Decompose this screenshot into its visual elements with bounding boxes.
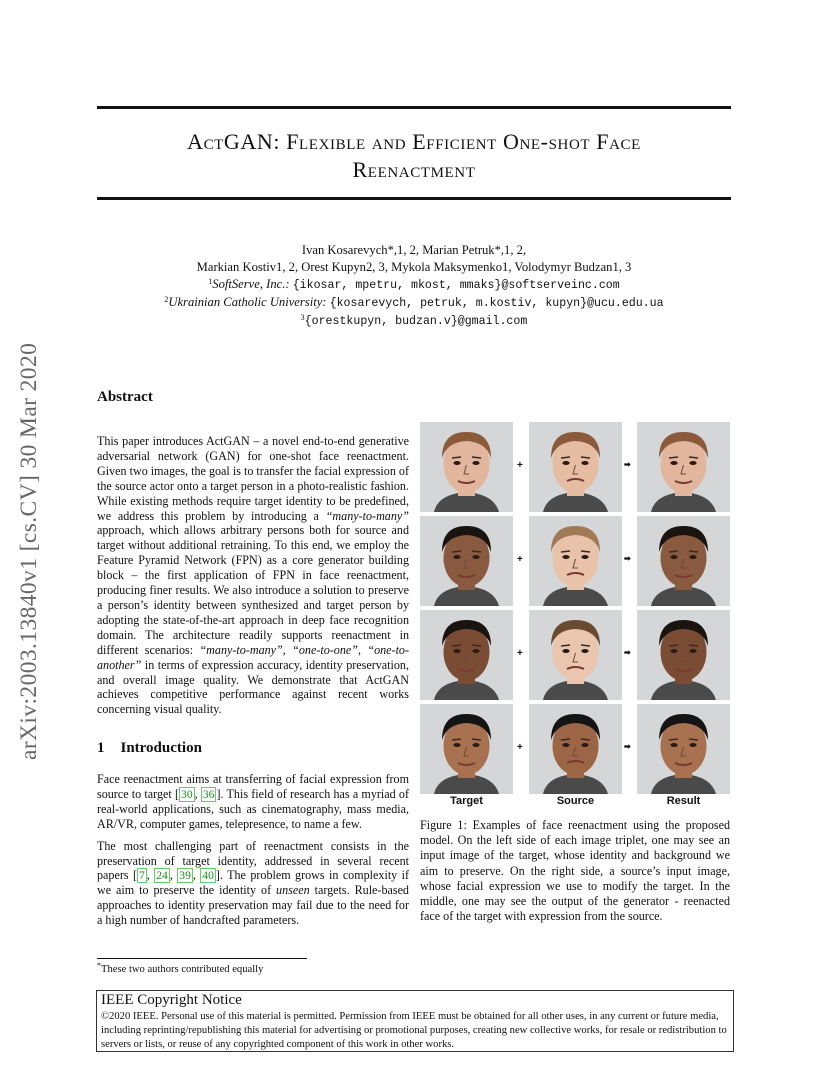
author-line-1 — [97, 242, 731, 259]
author-names-1: Ivan Kosarevych*,1, 2, Marian Petruk*,1, 2, — [301, 243, 527, 257]
intro-number: 1 — [97, 740, 105, 756]
author-line-2 — [97, 259, 731, 276]
arrow-right-icon: ➡ — [624, 554, 631, 563]
affiliation-1-name: SoftServe, Inc.: — [212, 277, 290, 291]
target-face-image — [420, 610, 513, 700]
intro-paragraph-2 — [97, 839, 409, 928]
abstract-heading: Abstract — [97, 389, 153, 405]
copyright-title: IEEE Copyright Notice — [101, 992, 242, 1008]
arrow-right-icon: ➡ — [624, 460, 631, 469]
citation-link[interactable]: 39 — [179, 869, 191, 883]
target-face-image — [420, 516, 513, 606]
result-face-image — [637, 422, 730, 512]
figure-1 — [420, 422, 730, 818]
plus-operator: + — [517, 742, 523, 753]
abstract-text-a: This paper introduces ActGAN – a novel end-to-end generative adversarial network (GAN) for one-shot face reenactment. Given two images, the goal is to transfer the facial expression of the source actor onto a target person in a photo-realistic fashion. While existing methods require target identity to be predefined, we address this problem by introducing a — [97, 434, 409, 523]
abstract-body — [97, 434, 409, 717]
result-face-image — [637, 516, 730, 606]
source-face-image — [529, 516, 622, 606]
affiliation-1 — [97, 276, 731, 294]
intro-heading — [97, 740, 202, 757]
title-line-1: ActGAN: Flexible and Efficient One-shot Face — [187, 129, 641, 154]
figure-caption: Figure 1: Examples of face reenactment using the proposed model. On the left side of each image triplet, one may see an input image of the target, whose identity and background we aim to preserve. On the right side, a source’s input image, whose facial expression we use to modify the target. In the middle, one may see the output of the generator - reenacted face of the target with expression from the source. — [420, 818, 730, 924]
title-top-rule — [97, 106, 731, 109]
target-face-image — [420, 422, 513, 512]
citation-sep: , — [169, 868, 178, 883]
citation-sep: , — [192, 868, 201, 883]
abstract-sep-2: , — [357, 642, 368, 657]
citation-sep: , — [146, 868, 155, 883]
affiliation-2-emails: {kosarevych, petruk, m.kostiv, kupyn}@ucu.edu.ua — [329, 297, 664, 310]
citation-sep: , — [194, 786, 201, 801]
result-face-image — [637, 704, 730, 794]
author-block — [97, 242, 731, 330]
intro-body — [97, 772, 409, 928]
target-face-image — [420, 704, 513, 794]
footnote — [97, 961, 264, 975]
intro-title: Introduction — [120, 740, 202, 756]
affiliation-3 — [97, 312, 731, 330]
citation-link[interactable]: 24 — [156, 869, 168, 883]
intro-p1-text-b: ]. This field of research has a myriad of real-world applications, such as cinematography, mass media, AR/VR, computer games, telepresence, to name a few. — [97, 786, 410, 831]
title-bottom-rule — [97, 197, 731, 200]
abstract-sep-1: , — [282, 642, 293, 657]
source-face-image — [529, 422, 622, 512]
intro-p2-text-b: ]. The problem grows in complexity if we aim to preserve the identity of — [97, 868, 410, 898]
abstract-em-4: “one-to-another” — [97, 642, 410, 672]
intro-paragraph-1 — [97, 772, 409, 832]
citation-link[interactable]: 7 — [139, 869, 145, 883]
abstract-text-c: in terms of expression accuracy, identity preservation, and overall image quality. We demonstrate that ActGAN achieves competitive performance against recent works concerning visual quality. — [97, 657, 409, 717]
citation-link[interactable]: 36 — [202, 787, 215, 801]
plus-operator: + — [517, 554, 523, 565]
label-target: Target — [450, 795, 483, 807]
arrow-right-icon: ➡ — [624, 648, 631, 657]
copyright-notice — [96, 990, 734, 1052]
citation-link[interactable]: 30 — [181, 787, 193, 801]
intro-p2-em: unseen — [276, 883, 310, 898]
intro-p2-text-a: The most challenging part of reenactment consists in the preservation of target identity, addressed in several recent papers [ — [97, 838, 409, 883]
abstract-em-2: “many-to-many” — [199, 642, 283, 657]
affiliation-2-number: 2 — [164, 295, 169, 304]
label-source: Source — [556, 795, 595, 807]
affiliation-2 — [97, 294, 731, 312]
arxiv-stamp: arXiv:2003.13840v1 [cs.CV] 30 Mar 2020 — [16, 342, 42, 760]
abstract-em-1: “many-to-many” — [325, 508, 409, 523]
copyright-text: ©2020 IEEE. Personal use of this material is permitted. Permission from IEEE must be obtained for all other uses, in any current or future media, including reprinting/republishing this material for advertising or promotional purposes, creating new collective works, for resale or redistribution to servers or lists, or reuse of any copyrighted component of this work in other works. — [101, 1011, 727, 1050]
author-names-2: Markian Kostiv1, 2, Orest Kupyn2, 3, Mykola Maksymenko1, Volodymyr Budzan1, 3 — [196, 260, 632, 274]
result-face-image — [637, 610, 730, 700]
plus-operator: + — [517, 460, 523, 471]
citation-link[interactable]: 40 — [202, 869, 214, 883]
source-face-image — [529, 704, 622, 794]
intro-p2-text-c: targets. Rule-based approaches to identity preservation may fail due to the need for a high number of handcrafted parameters. — [97, 883, 409, 928]
affiliation-1-number: 1 — [208, 277, 213, 286]
intro-p1-text-a: Face reenactment aims at transferring of facial expression from source to target [ — [97, 772, 409, 801]
arrow-right-icon: ➡ — [624, 742, 631, 751]
paper-title — [97, 128, 731, 184]
plus-operator: + — [517, 648, 523, 659]
source-face-image — [529, 610, 622, 700]
affiliation-1-emails: {ikosar, mpetru, mkost, mmaks}@softserveinc.com — [292, 279, 620, 292]
abstract-text-b: approach, which allows arbitrary persons both for source and target without additional retraining. To this end, we employ the Feature Pyramid Network (FPN) as a core generator building block – the first application of FPN in face reenactment, producing finer results. We also introduce a solution to preserve a person’s identity between synthesized and target person by adopting the state-of-the-art approach in deep face recognition domain. The architecture readily supports reenactment in different scenarios: — [97, 523, 409, 657]
label-result: Result — [666, 795, 701, 807]
footnote-text: These two authors contributed equally — [101, 964, 264, 975]
footnote-rule — [97, 958, 307, 959]
title-line-2: Reenactment — [352, 157, 476, 182]
footnote-mark: * — [97, 961, 101, 970]
abstract-em-3: “one-to-one” — [292, 642, 358, 657]
affiliation-3-emails: {orestkupyn, budzan.v}@gmail.com — [304, 315, 528, 328]
affiliation-3-number: 3 — [300, 313, 305, 322]
affiliation-2-name: Ukrainian Catholic University: — [168, 295, 327, 309]
